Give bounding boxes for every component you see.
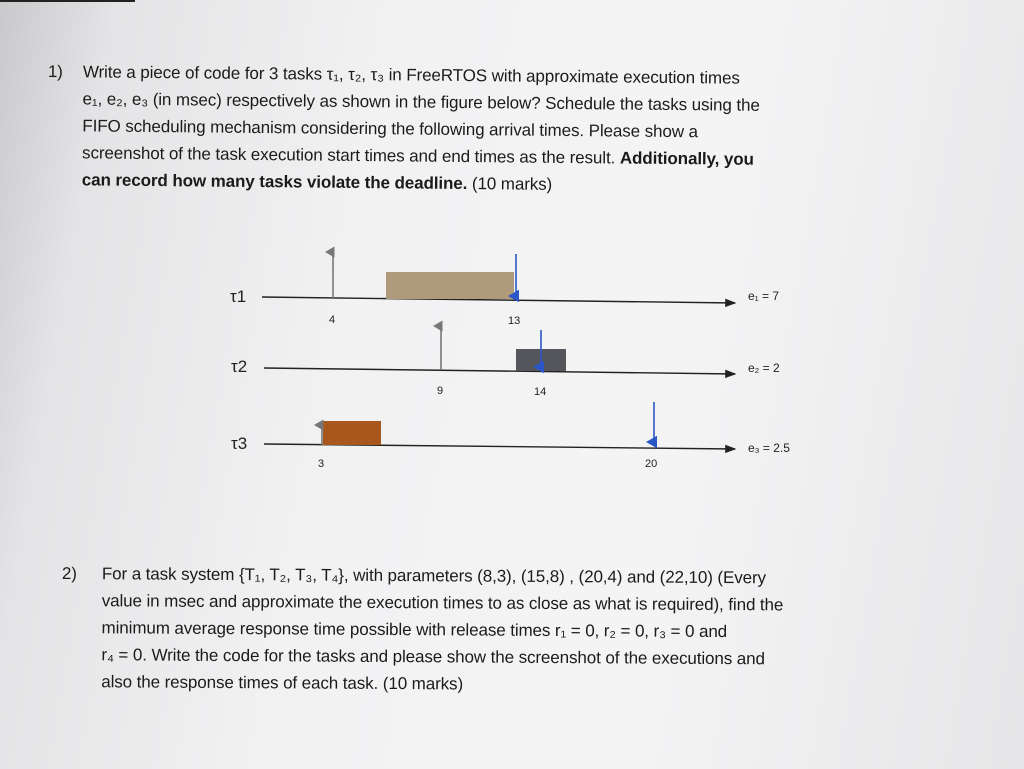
- question-2-line-3: minimum average response time possible with release times r₁ = 0, r₂ = 0, r₃ = 0 and: [101, 618, 728, 642]
- task-1-row: [230, 252, 779, 327]
- question-2-number: 2): [61, 563, 77, 584]
- task-1-deadline-label: 13: [508, 315, 521, 327]
- task-2-label: τ2: [231, 357, 248, 376]
- question-1-bold-line: can record how many tasks violate the deadline.: [81, 170, 468, 194]
- task-1-exec-label: e₁ = 7: [748, 289, 780, 303]
- task-2-row: [231, 326, 780, 398]
- question-1-marks: (10 marks): [467, 174, 553, 194]
- task-1-arrival-label: 4: [329, 314, 336, 326]
- question-1-number: 1): [47, 61, 63, 82]
- question-1-line-3: FIFO scheduling mechanism considering the following arrival times. Please show a: [82, 116, 699, 142]
- question-2: [61, 560, 942, 700]
- question-2-line-2: value in msec and approximate the execution times to as close as what is required), find the: [101, 591, 784, 615]
- question-2-line-1: For a task system {T₁, T₂, T₃, T₄}, with parameters (8,3), (15,8) , (20,4) and (22,10) (Every: [101, 564, 767, 588]
- question-1-line-1: Write a piece of code for 3 tasks τ₁, τ₂, τ₃ in FreeRTOS with approximate execution times: [82, 62, 740, 88]
- task-3-arrival-label: 3: [318, 458, 325, 470]
- question-1-line-4-text: screenshot of the task execution start times and end times as the result.: [82, 143, 616, 168]
- task-2-exec-label: e₂ = 2: [748, 361, 780, 375]
- question-2-line-5: also the response times of each task. (10 marks): [101, 672, 464, 694]
- task-2-axis: [264, 368, 735, 374]
- task-3-execution-block: [323, 421, 381, 445]
- question-1-line-2: e₁, e₂, e₃ (in msec) respectively as shown in the figure below? Schedule the tasks using the: [82, 89, 760, 115]
- task-3-label: τ3: [231, 434, 248, 453]
- task-1-execution-block: [386, 272, 514, 299]
- task-3-row: [231, 402, 790, 470]
- question-2-line-4: r₄ = 0. Write the code for the tasks and please show the screenshot of the executions and: [101, 645, 765, 669]
- task-3-exec-label: e₃ = 2.5: [748, 441, 790, 455]
- question-1-bold-tail: Additionally, you: [619, 148, 754, 169]
- task-2-arrival-label: 9: [437, 385, 444, 397]
- task-1-label: τ1: [230, 287, 247, 306]
- task-3-deadline-label: 20: [645, 458, 658, 470]
- task-2-deadline-label: 14: [534, 386, 547, 398]
- question-2-body: [101, 560, 942, 700]
